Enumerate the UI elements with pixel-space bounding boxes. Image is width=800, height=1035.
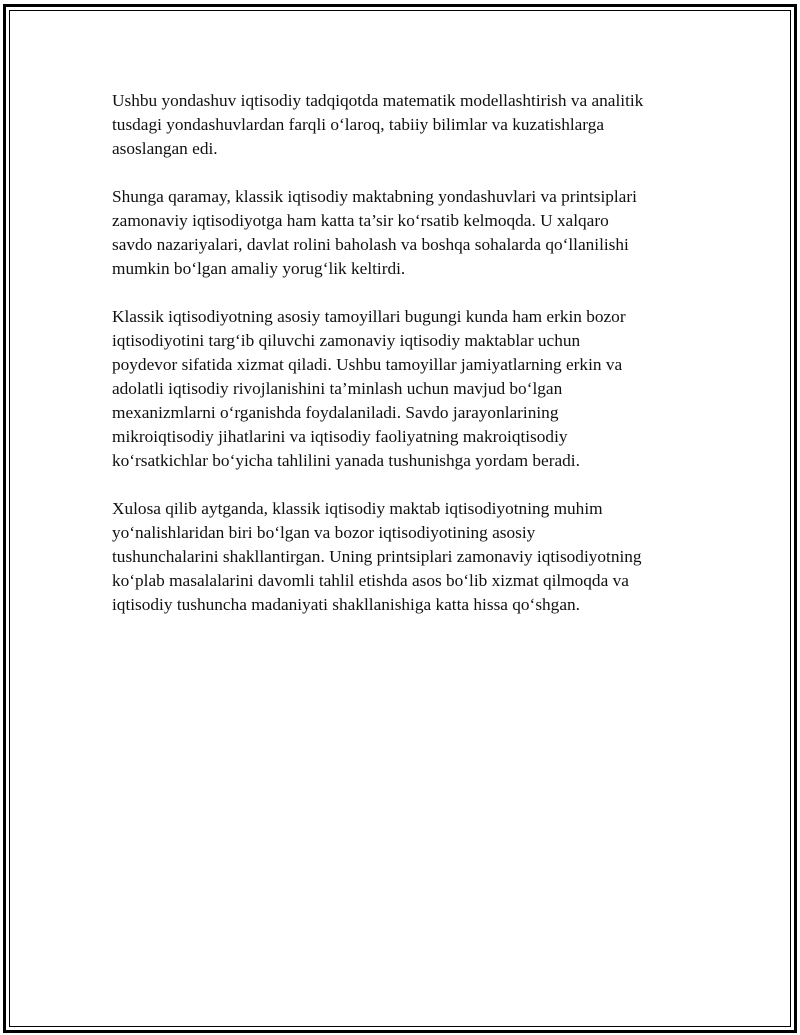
paragraph-2: Shunga qaramay, klassik iqtisodiy maktabning yondashuvlari va printsiplari zamonaviy iqtisodiyotga ham katta ta’sir ko‘rsatib kelmoqda. U xalqaro savdo nazariyalari, davlat rolini baholash va boshqa sohalarda qo‘llanilishi mumkin bo‘lgan amaliy yorug‘lik keltirdi.	[112, 187, 637, 278]
paragraph-4: Xulosa qilib aytganda, klassik iqtisodiy maktab iqtisodiyotning muhim yo‘nalishlaridan biri bo‘lgan va bozor iqtisodiyotining asosiy tushunchalarini shakllantirgan. Uning printsiplari zamonaviy iqtisodiyotning ko‘plab masalalarini davomli tahlil etishda asos bo‘lib xizmat qilmoqda va iqtisodiy tushuncha madaniyati shakllanishiga katta hissa qo‘shgan.	[112, 499, 642, 614]
document-body	[112, 89, 692, 641]
paragraph-1: Ushbu yondashuv iqtisodiy tadqiqotda matematik modellashtirish va analitik tusdagi yondashuvlardan farqli o‘laroq, tabiiy bilimlar va kuzatishlarga asoslangan edi.	[112, 91, 644, 158]
paragraph-3: Klassik iqtisodiyotning asosiy tamoyillari bugungi kunda ham erkin bozor iqtisodiyotini targ‘ib qiluvchi zamonaviy iqtisodiy maktablar uchun poydevor sifatida xizmat qiladi. Ushbu tamoyillar jamiyatlarning erkin va adolatli iqtisodiy rivojlanishini ta’minlash uchun mavjud bo‘lgan mexanizmlarni o‘rganishda foydalaniladi. Savdo jarayonlarining mikroiqtisodiy jihatlarini va iqtisodiy faoliyatning makroiqtisodiy ko‘rsatkichlar bo‘yicha tahlilini yanada tushunishga yordam beradi.	[112, 307, 626, 470]
